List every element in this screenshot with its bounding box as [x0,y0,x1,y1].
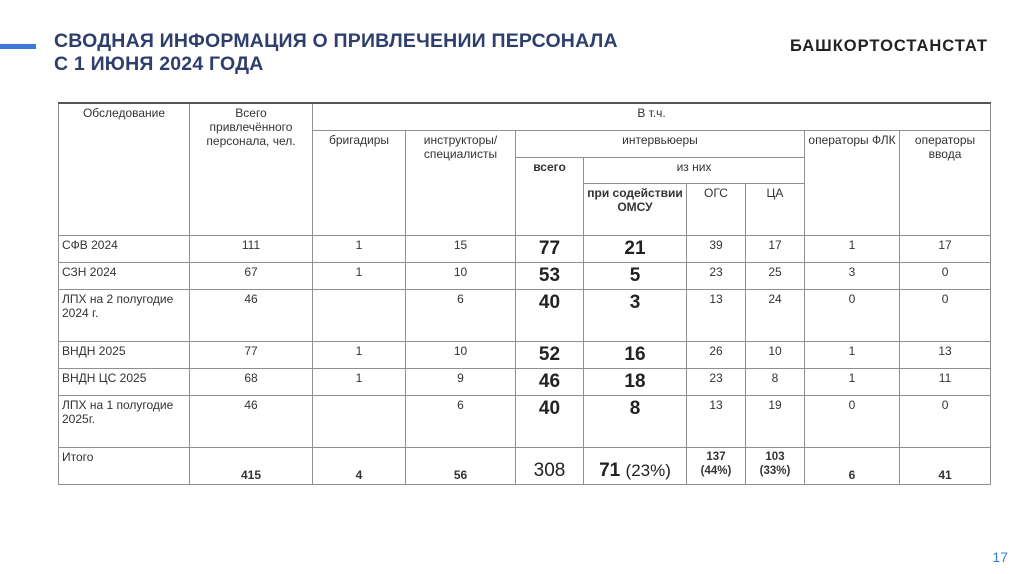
header-with-omsu: при содействии ОМСУ [584,183,687,235]
accent-bar [0,44,36,49]
row-foremen: 1 [313,341,406,368]
row-flk: 1 [805,341,900,368]
header-foremen: бригадиры [313,130,406,235]
brand-logo-text: БАШКОРТОСТАНСТАТ [789,37,988,55]
header-of-them: из них [584,157,805,183]
row-total: 46 [190,289,313,341]
title-line-1: СВОДНАЯ ИНФОРМАЦИЯ О ПРИВЛЕЧЕНИИ ПЕРСОНАЛА [54,30,618,52]
row-foremen: 1 [313,368,406,395]
row-foremen: 1 [313,262,406,289]
header-survey: Обследование [59,103,190,235]
totals-input: 41 [900,447,991,484]
table-row [59,289,991,341]
table-row [59,368,991,395]
row-foremen [313,289,406,341]
row-interviewers-total: 77 [516,235,584,262]
totals-omsu-percent: (23%) [625,460,671,480]
table-row [59,262,991,289]
row-instructors: 10 [406,341,516,368]
row-omsu: 18 [584,368,687,395]
row-total: 67 [190,262,313,289]
row-instructors: 6 [406,395,516,447]
page-title [54,30,618,76]
header-instructors: инструкторы/ специалисты [406,130,516,235]
row-omsu: 16 [584,341,687,368]
row-ogs: 13 [687,289,746,341]
row-input: 11 [900,368,991,395]
row-ca: 17 [746,235,805,262]
row-interviewers-total: 40 [516,395,584,447]
header-interviewers: интервьюеры [516,130,805,157]
row-ogs: 13 [687,395,746,447]
table-row [59,341,991,368]
row-flk: 0 [805,395,900,447]
row-name: ВНДН 2025 [59,341,190,368]
header-including: В т.ч. [313,103,991,130]
row-foremen: 1 [313,235,406,262]
header-operators-flk: операторы ФЛК [805,130,900,235]
row-name: СФВ 2024 [59,235,190,262]
row-interviewers-total: 40 [516,289,584,341]
row-omsu: 8 [584,395,687,447]
row-ca: 8 [746,368,805,395]
row-name: СЗН 2024 [59,262,190,289]
totals-omsu-value: 71 [599,459,621,481]
row-ogs: 26 [687,341,746,368]
row-instructors: 6 [406,289,516,341]
row-ca: 25 [746,262,805,289]
row-input: 0 [900,262,991,289]
totals-flk: 6 [805,447,900,484]
totals-row [59,447,991,484]
totals-foremen: 4 [313,447,406,484]
row-input: 0 [900,289,991,341]
row-instructors: 15 [406,235,516,262]
row-ogs: 23 [687,262,746,289]
row-omsu: 21 [584,235,687,262]
row-interviewers-total: 52 [516,341,584,368]
row-interviewers-total: 46 [516,368,584,395]
personnel-table [58,102,991,485]
totals-instructors: 56 [406,447,516,484]
row-omsu: 3 [584,289,687,341]
row-ca: 24 [746,289,805,341]
totals-ogs: 137 (44%) [687,447,746,484]
totals-label: Итого [59,447,190,484]
row-ogs: 23 [687,368,746,395]
row-ca: 10 [746,341,805,368]
header-ca: ЦА [746,183,805,235]
header-total-attracted: Всего привлечённого персонала, чел. [190,103,313,235]
page-number: 17 [992,549,1008,565]
row-ogs: 39 [687,235,746,262]
row-total: 68 [190,368,313,395]
header-ogs: ОГС [687,183,746,235]
totals-omsu [584,447,687,484]
row-instructors: 9 [406,368,516,395]
row-input: 17 [900,235,991,262]
row-flk: 1 [805,235,900,262]
row-name: ВНДН ЦС 2025 [59,368,190,395]
table-row [59,235,991,262]
row-input: 0 [900,395,991,447]
row-foremen [313,395,406,447]
row-omsu: 5 [584,262,687,289]
row-name: ЛПХ на 2 полугодие 2024 г. [59,289,190,341]
table-row [59,395,991,447]
totals-total: 415 [190,447,313,484]
row-interviewers-total: 53 [516,262,584,289]
row-total: 46 [190,395,313,447]
totals-ca: 103 (33%) [746,447,805,484]
row-flk: 3 [805,262,900,289]
row-total: 77 [190,341,313,368]
row-input: 13 [900,341,991,368]
title-line-2: С 1 ИЮНЯ 2024 ГОДА [54,53,264,75]
header-interviewers-total: всего [516,157,584,235]
row-name: ЛПХ на 1 полугодие 2025г. [59,395,190,447]
header-operators-input: операторы ввода [900,130,991,235]
row-flk: 0 [805,289,900,341]
totals-interviewers-total: 308 [516,447,584,484]
row-flk: 1 [805,368,900,395]
row-total: 111 [190,235,313,262]
row-ca: 19 [746,395,805,447]
row-instructors: 10 [406,262,516,289]
